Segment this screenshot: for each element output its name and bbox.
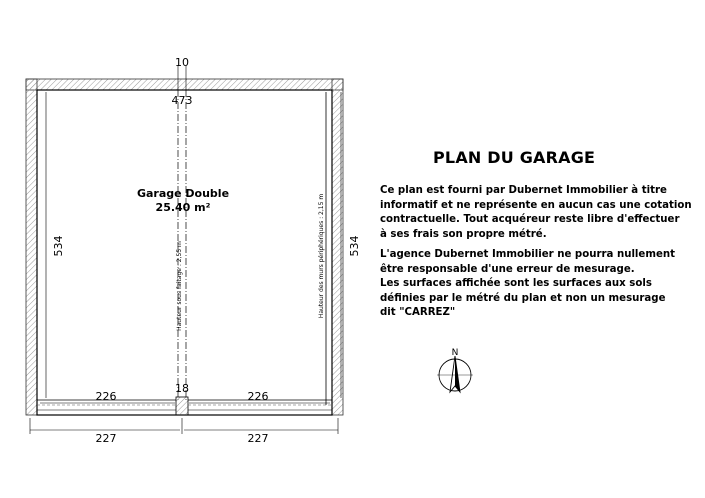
- north-compass-icon: [437, 348, 473, 392]
- dim-right-height: 534: [348, 235, 361, 257]
- room-name: Garage Double: [136, 187, 230, 200]
- dim-interior-width: 473: [171, 94, 193, 107]
- disclaimer-paragraph-2: [380, 248, 700, 321]
- dim-left-height: 534: [52, 235, 65, 257]
- dim-bottom-left-interior: 226: [95, 390, 117, 403]
- disclaimer-line: contractuelle. Tout acquéreur reste libre d'effectuer: [380, 214, 680, 225]
- dim-bottom-center: 18: [175, 382, 189, 395]
- disclaimer-line: définies par le métré du plan et non un mesurage: [380, 292, 666, 304]
- wall-height-note: Hauteur des murs périphériques : 2,15 m: [318, 193, 325, 319]
- disclaimer-line: à ses frais son propre métré.: [380, 228, 547, 240]
- beam-height-note: Hauteur sous faitage : 2,55 m: [176, 241, 183, 331]
- page-title: PLAN DU GARAGE: [433, 148, 596, 167]
- disclaimer-line: dit "CARREZ": [380, 307, 456, 318]
- dim-bottom-right-exterior: 227: [247, 432, 269, 445]
- disclaimer-line: informatif et ne représente en aucun cas une cotation: [380, 199, 692, 211]
- disclaimer-line: être responsable d'une erreur de mesurage.: [380, 263, 635, 275]
- north-label: N: [451, 348, 459, 358]
- dim-bottom-right-interior: 226: [247, 390, 269, 403]
- walls: [26, 79, 343, 415]
- dim-bottom-left-exterior: 227: [95, 432, 117, 445]
- disclaimer-line: Les surfaces affichée sont les surfaces aux sols: [380, 278, 652, 289]
- dim-top-wall: 10: [175, 56, 189, 69]
- disclaimer-paragraph-1: [380, 184, 700, 242]
- disclaimer-line: Ce plan est fourni par Dubernet Immobilier à titre: [380, 185, 667, 196]
- disclaimer-line: L'agence Dubernet Immobilier ne pourra nullement: [380, 249, 675, 260]
- room-area: 25.40 m²: [155, 201, 211, 214]
